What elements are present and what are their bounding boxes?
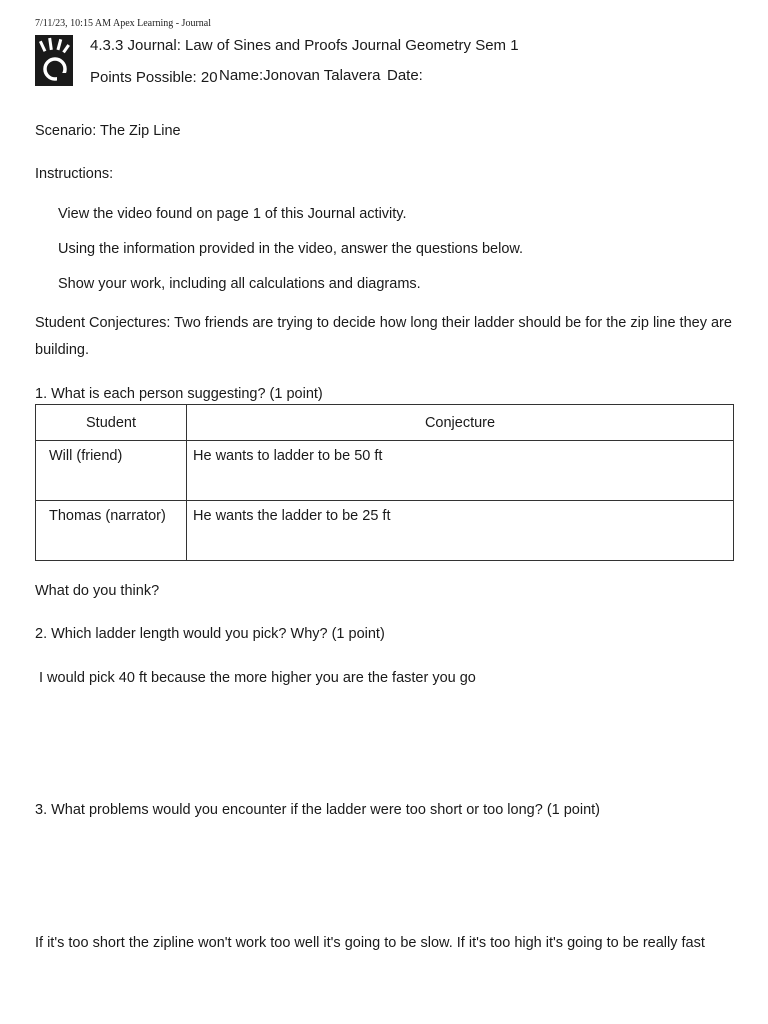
points-possible: Points Possible: 20: [90, 69, 218, 86]
instructions-label: Instructions:: [35, 166, 114, 182]
journal-title: 4.3.3 Journal: Law of Sines and Proofs Journal Geometry Sem 1: [90, 37, 519, 54]
table-cell-conjecture: He wants the ladder to be 25 ft: [187, 501, 734, 561]
question-2: 2. Which ladder length would you pick? Why? (1 point): [35, 626, 385, 642]
answer-3: If it's too short the zipline won't work too well it's going to be slow. If it's too high it's going to be really fast: [35, 935, 705, 951]
column-header-conjecture: Conjecture: [187, 405, 734, 441]
instruction-item: View the video found on page 1 of this Journal activity.: [58, 206, 407, 222]
table-cell-conjecture: He wants to ladder to be 50 ft: [187, 441, 734, 501]
question-1: 1. What is each person suggesting? (1 point): [35, 386, 323, 402]
instruction-item: Show your work, including all calculations and diagrams.: [58, 276, 421, 292]
table-header-row: [36, 405, 734, 441]
what-do-you-think-prompt: What do you think?: [35, 583, 160, 599]
answer-2: I would pick 40 ft because the more higher you are the faster you go: [39, 670, 476, 686]
question-3: 3. What problems would you encounter if the ladder were too short or too long? (1 point): [35, 802, 601, 818]
date-field: Date:: [387, 67, 423, 84]
apex-learning-logo-icon: [35, 35, 73, 86]
print-header: 7/11/23, 10:15 AM Apex Learning - Journal: [35, 18, 211, 29]
table-cell-student: Thomas (narrator): [36, 501, 187, 561]
scenario-heading: Scenario: The Zip Line: [35, 123, 181, 139]
table-cell-student: Will (friend): [36, 441, 187, 501]
conjecture-table: [35, 404, 734, 561]
table-row: [36, 441, 734, 501]
student-name-field: Name:Jonovan Talavera: [219, 67, 381, 84]
column-header-student: Student: [36, 405, 187, 441]
instruction-item: Using the information provided in the video, answer the questions below.: [58, 241, 524, 257]
table-row: [36, 501, 734, 561]
student-conjectures-paragraph: Student Conjectures: Two friends are trying to decide how long their ladder should be for the zip line they are building.: [35, 315, 732, 358]
